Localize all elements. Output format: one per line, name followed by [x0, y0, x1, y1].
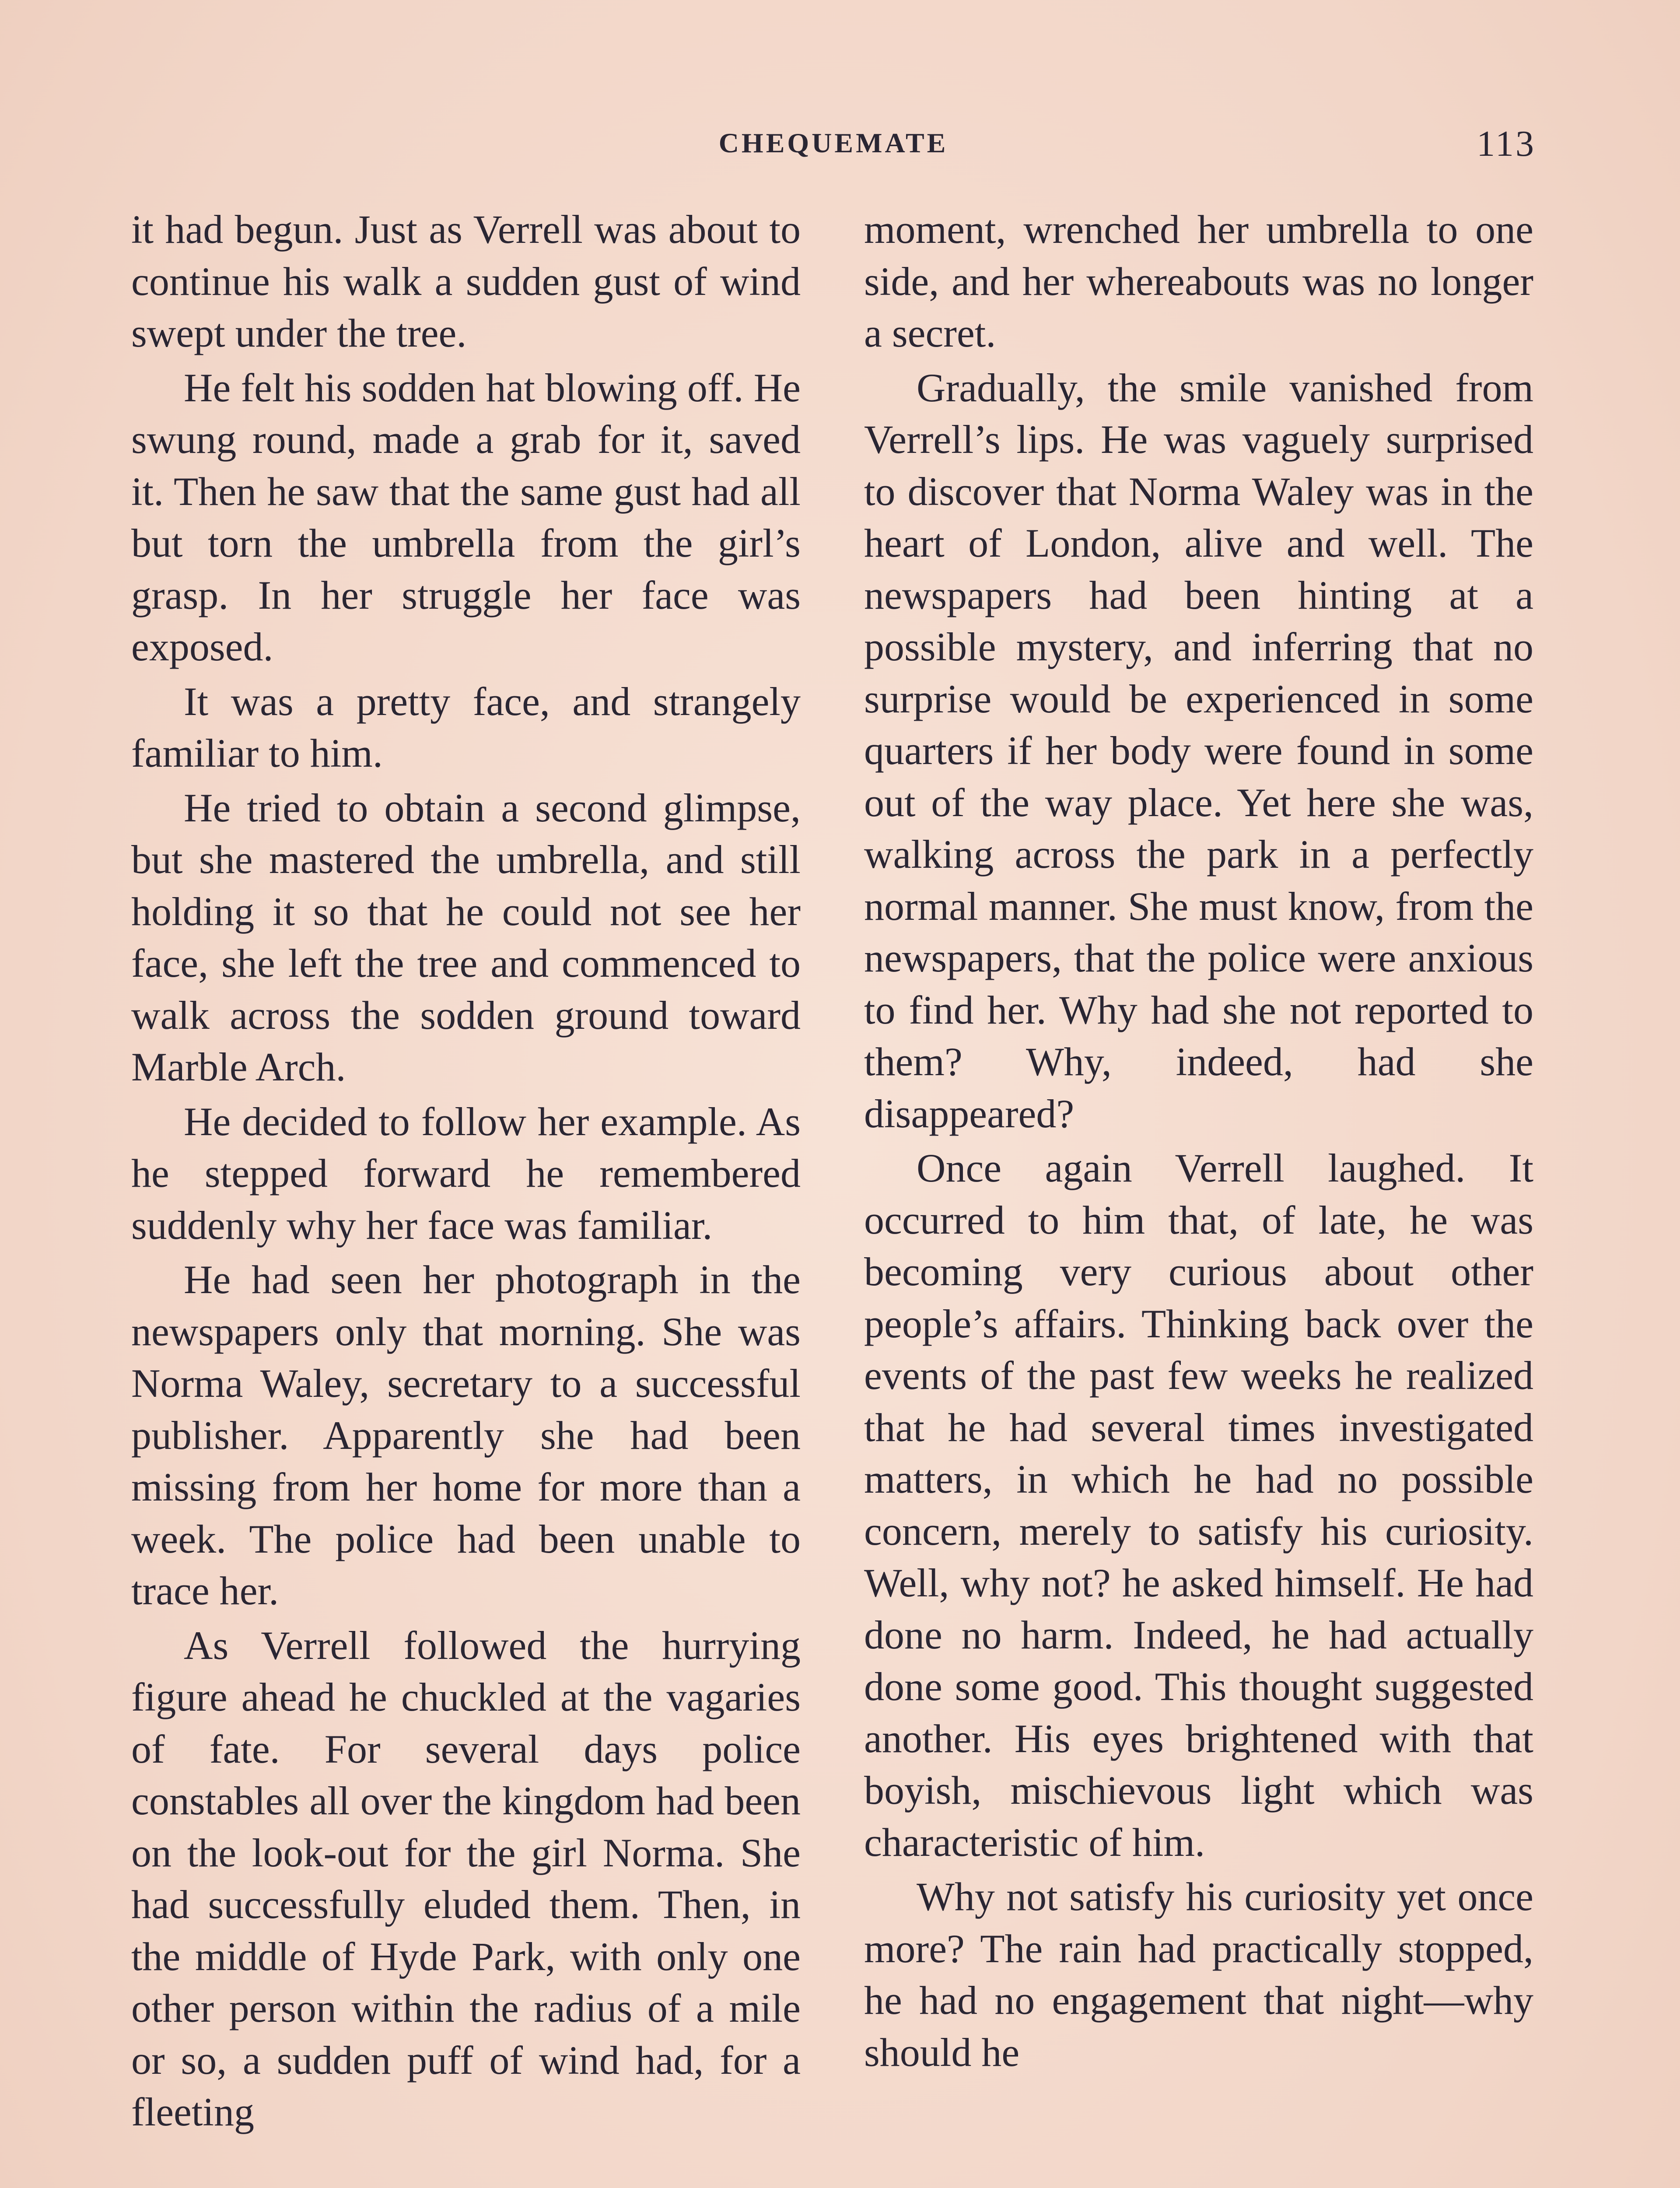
paragraph: Once again Verrell laughed. It occurred to him that, of late, he was becoming very curious about other people’s affairs. Thinking back over the events of the past few weeks he realized that he had several times investigated matters, in which he had no possible concern, merely to satisfy his curiosity. Well, why not? he asked himself. He had done no harm. Indeed, he had actually done some good. This thought suggested another. His eyes brightened with that boyish, mischievous light which was characteristic of him. [864, 1146, 1533, 1865]
paragraph: He decided to follow her example. As he stepped forward he remembered suddenly why her face was familiar. [131, 1099, 801, 1248]
paragraph: He felt his sodden hat blowing off. He swung round, made a grab for it, saved it. Then he saw that the same gust had all but torn the umbrella from the girl’s grasp. In her struggle her face was exposed. [131, 365, 801, 669]
right-column [864, 203, 1533, 2078]
running-title: CHEQUEMATE [718, 127, 948, 158]
left-column [131, 203, 801, 2138]
paragraph: As Verrell followed the hurrying figure ahead he chuckled at the vagaries of fate. For several days police constables all over the kingdom had been on the look-out for the girl Norma. She had successfully eluded them. Then, in the middle of Hyde Park, with only one other person within the radius of a mile or so, a sudden puff of wind had, for a fleeting [131, 1623, 801, 2134]
paragraph: moment, wrenched her umbrella to one side, and her whereabouts was no longer a secret. [864, 207, 1533, 355]
page-number: 113 [1477, 123, 1536, 164]
paragraph: He tried to obtain a second glimpse, but she mastered the umbrella, and still holding it so that he could not see her face, she left the tree and commenced to walk across the sodden ground toward Marble Arch. [131, 785, 801, 1089]
paragraph: Why not satisfy his curiosity yet once more? The rain had practically stopped, he had no engagement that night—why should he [864, 1874, 1533, 2075]
paragraph: it had begun. Just as Verrell was about to continue his walk a sudden gust of wind swept under the tree. [131, 207, 801, 355]
running-head [131, 123, 1536, 175]
paragraph: Gradually, the smile vanished from Verrell’s lips. He was vaguely surprised to discover that Norma Waley was in the heart of London, alive and well. The newspapers had been hinting at a possible mystery, and inferring that no surprise would be experienced in some quarters if her body were found in some out of the way place. Yet here she was, walking across the park in a perfectly normal manner. She must know, from the newspapers, that the police were anxious to find her. Why had she not reported to them? Why, indeed, had she disappeared? [864, 365, 1533, 1136]
paragraph: It was a pretty face, and strangely familiar to him. [131, 679, 801, 775]
paragraph: He had seen her photograph in the newspapers only that morning. She was Norma Waley, secretary to a successful publisher. Apparently she had been missing from her home for more than a week. The police had been unable to trace her. [131, 1257, 801, 1613]
